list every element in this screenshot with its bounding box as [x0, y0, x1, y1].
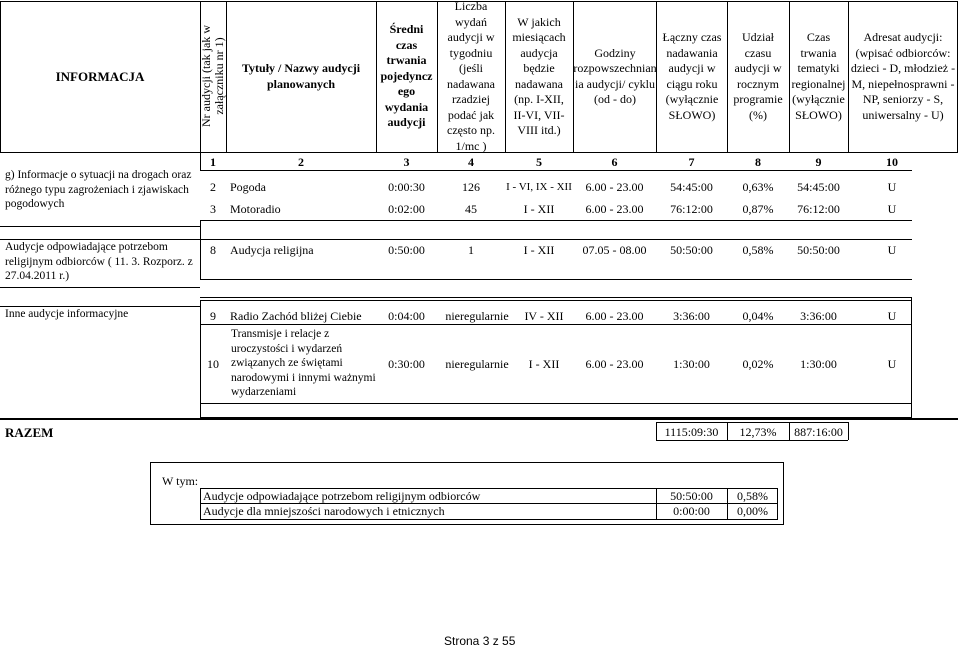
- razem-cell-bottom: [656, 440, 848, 441]
- column-number: 1: [210, 155, 216, 169]
- cell-regionalny: 50:50:00: [797, 243, 840, 257]
- cell-liczba: 126: [462, 180, 480, 194]
- column-number: 10: [886, 155, 898, 169]
- cell-miesiace: IV - XII: [524, 309, 564, 323]
- cell-nr: 10: [207, 357, 219, 371]
- header-czas-regionalnej: Czas trwania tematyki regionalnej (wyłącznie SŁOWO): [791, 30, 846, 122]
- w-tym-czas: 50:50:00: [670, 489, 713, 503]
- column-number: 7: [688, 155, 695, 169]
- cell-udzial: 0,63%: [742, 180, 774, 194]
- cell-czas: 0:04:00: [388, 309, 425, 323]
- cell-liczba: 1: [468, 243, 474, 257]
- cell-regionalny: 1:30:00: [800, 357, 837, 371]
- razem-laczny: 1115:09:30: [664, 425, 719, 439]
- header-liczba-wydan: Liczba wydań audycji w tygodniu (jeśli nadawana rzadziej podać jak często np. 1/mc ): [447, 0, 495, 153]
- cell-godziny: 6.00 - 23.00: [585, 180, 644, 194]
- cell-adresat: U: [887, 243, 897, 257]
- razem-top-border: [0, 418, 958, 420]
- cell-miesiace: I - XII: [523, 202, 555, 216]
- row-separator: [200, 297, 912, 298]
- w-tym-udzial: 0,00%: [737, 504, 768, 518]
- column-number: 5: [536, 155, 542, 169]
- cell-liczba: nieregularnie: [445, 357, 509, 371]
- col-line: [226, 1, 227, 152]
- cell-nr: 2: [210, 180, 216, 194]
- header-sredni-czas: Średni czas trwania pojedyncz ego wydania audycji: [380, 22, 433, 130]
- w-tym-label: W tym:: [162, 474, 199, 488]
- header-godziny: Godziny rozpowszechnian ia audycji/ cyklu (od - do): [573, 45, 657, 106]
- column-number: 6: [611, 155, 618, 169]
- cell-adresat: U: [887, 309, 897, 323]
- cell-czas: 0:50:00: [388, 243, 425, 257]
- column-numbers-bottom: [200, 170, 912, 171]
- row-separator: [200, 220, 912, 221]
- cell-adresat: U: [887, 357, 897, 371]
- header-udzial: Udział czasu audycji w rocznym programie (%): [733, 30, 783, 122]
- cell-liczba: nieregularnie: [445, 309, 509, 323]
- cell-title: Radio Zachód bliżej Ciebie: [230, 309, 362, 323]
- row-separator: [200, 300, 912, 301]
- cell-regionalny: 54:45:00: [797, 180, 840, 194]
- header-adresat: Adresat audycji: (wpisać odbiorców: dzieci - D, młodzież - M, niepełnosprawni - NP, seniorzy - S, uniwersalny - U): [850, 30, 956, 122]
- w-tym-udzial: 0,58%: [737, 489, 768, 503]
- cell-udzial: 0,02%: [742, 357, 774, 371]
- header-nr-audycji: Nr audycji (tak jak w załączniku nr 1): [199, 25, 226, 127]
- cell-laczny: 3:36:00: [673, 309, 710, 323]
- cell-laczny: 54:45:00: [670, 180, 713, 194]
- cell-title: Transmisje i relacje z uroczystości i wydarzeń związanych ze świętami narodowymi i innymi ważnymi wydarzeniami: [231, 328, 376, 398]
- column-number: 3: [403, 155, 410, 169]
- razem-label: RAZEM: [5, 425, 54, 440]
- cell-miesiace: I - XII: [523, 243, 555, 257]
- cell-godziny: 6.00 - 23.00: [585, 357, 644, 371]
- col-line: [376, 1, 377, 152]
- cell-adresat: U: [887, 180, 897, 194]
- cell-udzial: 0,87%: [742, 202, 774, 216]
- section-label-religijne: Audycje odpowiadające potrzebom religijnym odbiorców ( 11. 3. Rozporz. z 27.04.2011 r.): [5, 241, 193, 282]
- cell-godziny: 6.00 - 23.00: [585, 202, 644, 216]
- cell-adresat: U: [887, 202, 897, 216]
- cell-title: Motoradio: [230, 202, 281, 216]
- cell-miesiace: I - XII: [528, 357, 560, 371]
- section-label-inne: Inne audycje informacyjne: [5, 308, 129, 320]
- column-number: 2: [298, 155, 304, 169]
- cell-laczny: 1:30:00: [673, 357, 710, 371]
- cell-nr: 8: [210, 243, 216, 257]
- cell-miesiace: I - VI, IX - XII: [506, 181, 572, 193]
- col-line: [200, 220, 201, 240]
- column-number: 9: [815, 155, 822, 169]
- cell-godziny: 07.05 - 08.00: [582, 243, 647, 257]
- section-separator: [0, 226, 200, 227]
- col-line: [848, 1, 849, 152]
- razem-udzial: 12,73%: [739, 425, 777, 439]
- w-tym-name: Audycje odpowiadające potrzebom religijnym odbiorców: [203, 489, 481, 503]
- w-tym-name: Audycje dla mniejszości narodowych i etnicznych: [203, 504, 445, 518]
- header-informacja: INFORMACJA: [55, 68, 145, 84]
- section-label-pogodowe: g) Informacje o sytuacji na drogach oraz różnego typu zagrożeniach i zjawiskach pogodowych: [5, 169, 192, 210]
- col-line: [727, 1, 728, 152]
- cell-title: Audycja religijna: [230, 243, 314, 257]
- cell-regionalny: 76:12:00: [797, 202, 840, 216]
- cell-laczny: 50:50:00: [670, 243, 713, 257]
- w-tym-czas: 0:00:00: [673, 504, 710, 518]
- cell-udzial: 0,58%: [742, 243, 774, 257]
- razem-regionalny: 887:16:00: [794, 425, 843, 439]
- page-number: Strona 3 z 55: [444, 634, 516, 648]
- header-miesiace: W jakich miesiącach audycja będzie nadawana (np. I-XII, II-VI, VII-VIII itd.): [512, 14, 566, 137]
- cell-udzial: 0,04%: [742, 309, 774, 323]
- col-line: [848, 422, 849, 440]
- col-line: [437, 1, 438, 152]
- header-laczny-czas: Łączny czas nadawania audycji w ciągu roku (wyłącznie SŁOWO): [662, 30, 722, 122]
- row-separator: [200, 403, 912, 404]
- cell-czas: 0:30:00: [388, 357, 425, 371]
- cell-laczny: 76:12:00: [670, 202, 713, 216]
- cell-czas: 0:00:30: [388, 180, 425, 194]
- col-line: [957, 1, 958, 152]
- cell-title: Pogoda: [230, 180, 266, 194]
- cell-regionalny: 3:36:00: [800, 309, 837, 323]
- header-tytuly: Tytuły / Nazwy audycji planowanych: [241, 61, 361, 91]
- cell-nr: 9: [210, 309, 216, 323]
- column-number: 8: [755, 155, 761, 169]
- section-separator: [0, 287, 200, 288]
- cell-czas: 0:02:00: [388, 202, 425, 216]
- razem-cell-top: [656, 422, 848, 423]
- row-separator: [200, 324, 912, 325]
- cell-liczba: 45: [465, 202, 477, 216]
- cell-nr: 3: [210, 202, 216, 216]
- row-separator: [200, 279, 912, 280]
- col-line: [505, 1, 506, 152]
- column-number: 4: [468, 155, 474, 169]
- cell-godziny: 6.00 - 23.00: [585, 309, 644, 323]
